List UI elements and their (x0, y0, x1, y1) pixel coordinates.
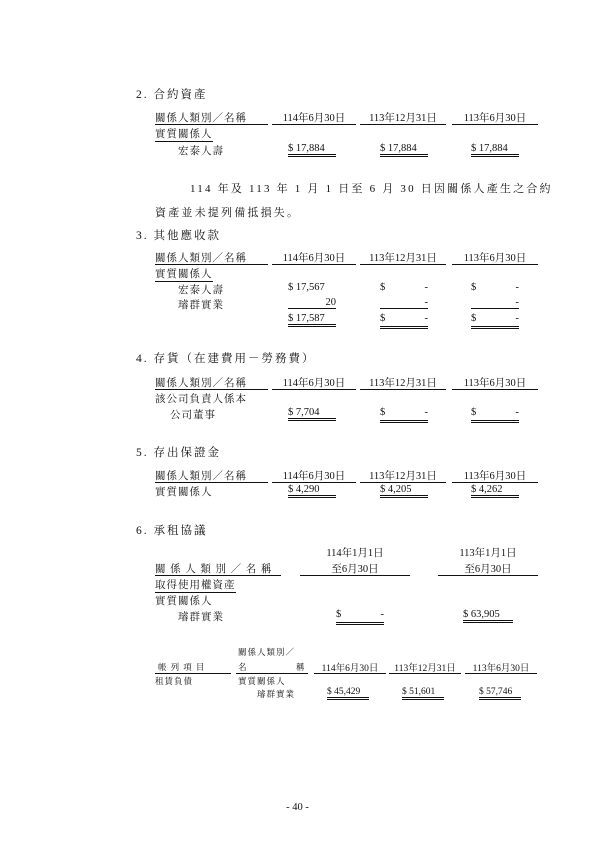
s3-total-3-value: - (515, 313, 519, 324)
s5-col-3: 113年6月30日 (463, 471, 527, 482)
s2-value-2: $ 17,884 (380, 143, 428, 157)
s5-value-2: $ 4,205 (380, 484, 428, 498)
section-5-title: 5. 存出保證金 (136, 447, 221, 459)
s6-value-2: $ 63,905 (463, 609, 513, 623)
s5-col-1: 114年6月30日 (282, 471, 346, 482)
s5-row-name: 實質關係人 (155, 487, 213, 498)
s3-total-2-dollar: $ (380, 313, 386, 324)
s2-col-1: 114年6月30日 (282, 113, 346, 124)
s6t2-hdr-item: 帳 列 項 目 (158, 662, 206, 672)
s4-col-label: 關係人類別／名稱 (155, 378, 247, 389)
s3-col-2: 113年12月31日 (369, 253, 437, 264)
s6-col-2-top: 113年1月1日 (459, 548, 517, 559)
s5-rule-col-2 (360, 482, 446, 483)
s2-value-3: $ 17,884 (471, 143, 519, 157)
s6t2-rule-rel (236, 673, 308, 674)
s4-category: 該公司負責人係本 (155, 394, 247, 405)
s3-row-1-name: 宏泰人壽 (178, 285, 224, 296)
section-3-title: 3. 其他應收款 (136, 230, 221, 242)
s6t2-rule-col-1 (314, 673, 386, 674)
page-number: - 40 - (286, 802, 309, 813)
s6t2-rule-col-3 (465, 673, 537, 674)
s6t2-item: 租賃負債 (155, 676, 194, 686)
s3-row-1-dollar-3: $ (471, 282, 477, 293)
s6t2-rule-col-2 (389, 673, 461, 674)
s6-col-1-bottom: 至6月30日 (331, 564, 379, 575)
s6t2-value-2: $ 51,601 (402, 687, 444, 700)
s2-col-3: 113年6月30日 (463, 113, 527, 124)
s4-value-2-dollar: $ (380, 407, 386, 418)
s6t2-value-1: $ 45,429 (327, 687, 369, 700)
s4-rule-label (155, 389, 268, 390)
s3-row-1-value-1: $ 17,567 (288, 282, 325, 293)
s2-col-2: 113年12月31日 (369, 113, 437, 124)
s3-row-1-value-2: - (424, 282, 428, 293)
s3-col-label: 關係人類別／名稱 (155, 253, 247, 264)
s6t2-col-1: 114年6月30日 (321, 664, 379, 674)
s6t2-value-3: $ 57,746 (479, 687, 521, 700)
s6-rule-col-2 (438, 575, 538, 576)
s5-rule-label (155, 482, 268, 483)
s3-row-1-dollar-2: $ (380, 282, 386, 293)
s3-category: 實質關係人 (155, 266, 213, 282)
s2-rule-col-3 (452, 124, 538, 125)
s4-value-3-dollar: $ (471, 407, 477, 418)
section-4-title: 4. 存貨（在建費用－勞務費） (136, 353, 316, 365)
s3-row-1-value-3: - (515, 282, 519, 293)
s6-rule-col-1 (300, 575, 410, 576)
s3-row-2-name: 璿群實業 (178, 300, 224, 311)
s6-subtitle: 取得使用權資產 (155, 577, 236, 593)
s3-rule-col-3 (452, 264, 538, 265)
s3-col-1: 114年6月30日 (282, 253, 346, 264)
s3-total-2-value: - (424, 313, 428, 324)
section-6-title: 6. 承租協議 (136, 525, 208, 537)
s3-col-3: 113年6月30日 (463, 253, 527, 264)
s3-rule-label (155, 264, 268, 265)
s6-col-2-bottom: 至6月30日 (464, 564, 512, 575)
s6-col-label: 關 係 人 類 別 ／ 名 稱 (155, 564, 273, 575)
s5-col-label: 關係人類別／名稱 (155, 471, 247, 482)
s2-value-1: $ 17,884 (288, 143, 336, 157)
s6-row-name: 璿群實業 (178, 612, 224, 623)
s4-rule-col-3 (452, 389, 538, 390)
s3-total-1: $ 17,587 (288, 313, 336, 327)
s2-col-label: 關係人類別／名稱 (155, 113, 247, 124)
s6t2-col-3: 113年6月30日 (472, 664, 530, 674)
s3-rule-col-1 (272, 264, 356, 265)
s2-category: 實質關係人 (155, 126, 213, 142)
s3-total-3-dollar: $ (471, 313, 477, 324)
s4-col-2: 113年12月31日 (369, 378, 437, 389)
s6-col-1-top: 114年1月1日 (326, 548, 384, 559)
s4-value-1: $ 7,704 (288, 407, 336, 421)
s4-value-3: - (515, 407, 519, 418)
s2-row-name: 宏泰人壽 (178, 146, 224, 157)
s4-col-3: 113年6月30日 (463, 378, 527, 389)
s2-rule-col-1 (272, 124, 356, 125)
s6t2-hdr-rel-2b: 稱 (296, 662, 306, 672)
s6t2-hdr-rel-2a: 名 (238, 662, 248, 672)
s5-value-3: $ 4,262 (471, 484, 519, 498)
s3-row-2-value-2: - (380, 297, 428, 309)
s6t2-hdr-rel-1: 關係人類別／ (238, 647, 296, 657)
s3-row-2-value-3: - (471, 297, 519, 309)
s2-rule-col-2 (360, 124, 446, 125)
s6t2-row-name: 璿群實業 (257, 689, 296, 699)
section-2-title: 2. 合約資產 (136, 89, 208, 101)
s5-value-1: $ 4,290 (288, 484, 336, 498)
s5-rule-col-3 (452, 482, 538, 483)
s6t2-category: 實質關係人 (238, 676, 286, 686)
s4-row-name: 公司董事 (170, 410, 216, 421)
s6-value-1-dollar: $ (336, 609, 342, 620)
s6-rule-label (155, 575, 281, 576)
s6t2-rule-item (155, 673, 231, 674)
s4-col-1: 114年6月30日 (282, 378, 346, 389)
s2-note-line-2: 資產並未提列備抵損失。 (155, 207, 301, 219)
s5-col-2: 113年12月31日 (369, 471, 437, 482)
s4-rule-col-1 (272, 389, 356, 390)
s2-note-line-1: 114 年及 113 年 1 月 1 日至 6 月 30 日因關係人產生之合約 (190, 183, 553, 195)
s4-value-2: - (424, 407, 428, 418)
s4-rule-col-2 (360, 389, 446, 390)
s2-rule-label (155, 124, 268, 125)
s3-rule-col-2 (360, 264, 446, 265)
s5-rule-col-1 (272, 482, 356, 483)
s6t2-col-2: 113年12月31日 (394, 664, 456, 674)
s6-value-1: - (380, 609, 384, 620)
s3-row-2-value-1: 20 (288, 297, 336, 309)
s6-category: 實質關係人 (155, 596, 213, 607)
